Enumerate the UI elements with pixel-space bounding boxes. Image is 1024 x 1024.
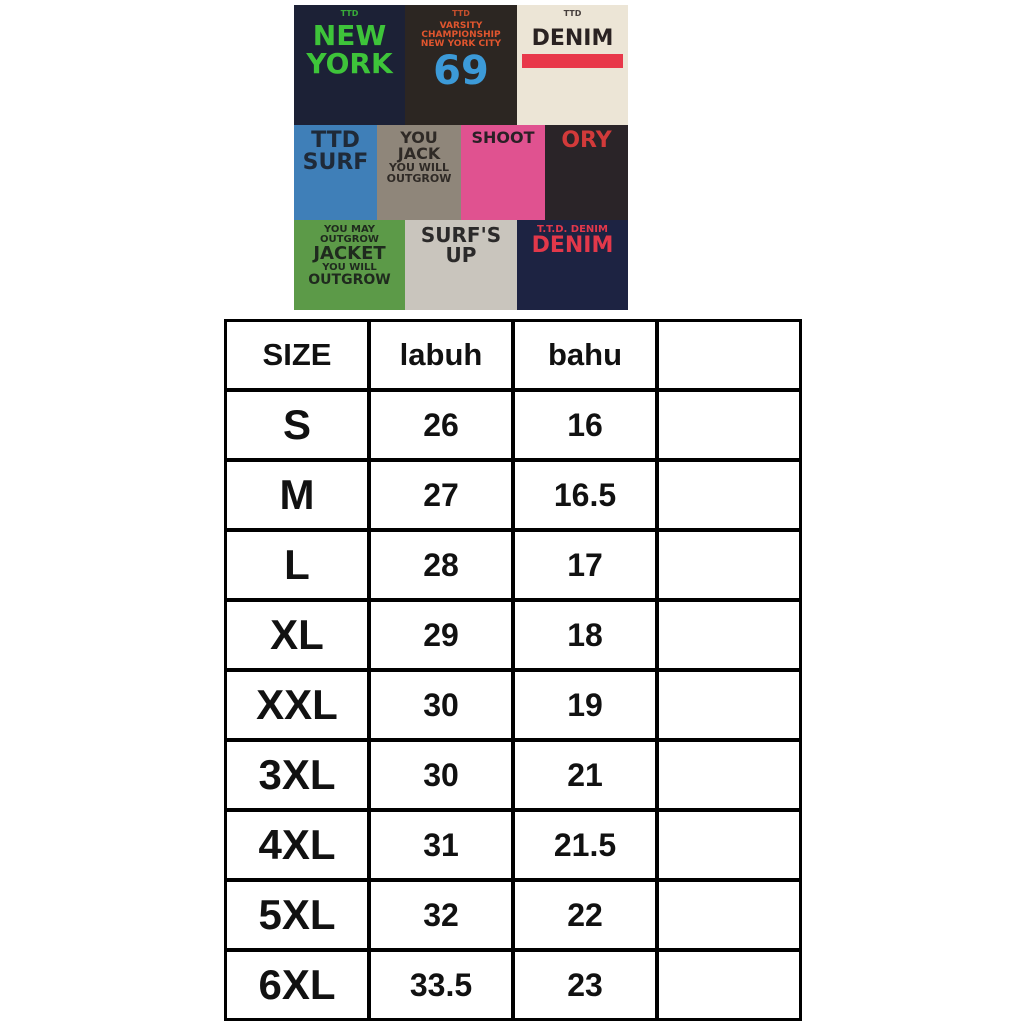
extra-cell xyxy=(658,741,800,809)
shirt-tile xyxy=(461,125,545,220)
bahu-cell: 23 xyxy=(514,951,656,1019)
shirt-tile xyxy=(294,125,377,220)
brand-label: TTD xyxy=(563,9,582,18)
size-cell: 4XL xyxy=(226,811,368,879)
shirt-tile xyxy=(377,125,461,220)
size-cell: 3XL xyxy=(226,741,368,809)
shirt-print-text: SURF'S xyxy=(420,223,502,247)
extra-cell xyxy=(658,391,800,459)
table-row xyxy=(226,461,800,529)
bahu-cell: 22 xyxy=(514,881,656,949)
bahu-cell: 17 xyxy=(514,531,656,599)
shirt-print-text: NEW YORK CITY xyxy=(420,39,502,49)
table-row xyxy=(226,391,800,459)
shirt-print-text: ORY xyxy=(561,128,612,153)
table-header-row xyxy=(226,321,800,389)
shirt-tile xyxy=(545,125,628,220)
size-cell: XXL xyxy=(226,671,368,739)
extra-cell xyxy=(658,951,800,1019)
shirt-print-text: 69 xyxy=(433,48,489,94)
labuh-cell: 30 xyxy=(370,671,512,739)
shirt-print-text: UP xyxy=(445,243,477,267)
labuh-cell: 32 xyxy=(370,881,512,949)
shirt-print-text: SHOOT xyxy=(471,128,535,147)
shirt-print-text: YOU WILL xyxy=(389,161,449,174)
size-cell: 5XL xyxy=(226,881,368,949)
shirt-tile xyxy=(294,220,405,310)
header-size: SIZE xyxy=(226,321,368,389)
product-photo xyxy=(294,5,628,310)
table-row xyxy=(226,951,800,1019)
shirt-tile xyxy=(405,220,517,310)
shirt-print-text: JACK xyxy=(397,144,441,163)
shirt-print-text: TTD xyxy=(311,128,360,153)
labuh-cell: 29 xyxy=(370,601,512,669)
table-row xyxy=(226,741,800,809)
shirt-print-text: DENIM xyxy=(522,28,623,68)
bahu-cell: 19 xyxy=(514,671,656,739)
shirt-tile xyxy=(517,220,628,310)
labuh-cell: 33.5 xyxy=(370,951,512,1019)
table-row xyxy=(226,881,800,949)
labuh-cell: 27 xyxy=(370,461,512,529)
extra-cell xyxy=(658,461,800,529)
shirt-print-text: T.T.D. DENIM xyxy=(537,224,608,235)
size-cell: XL xyxy=(226,601,368,669)
shirt-print-text: JACKET xyxy=(313,243,386,264)
shirt-print-text: YOU MAY OUTGROW xyxy=(320,224,379,245)
bahu-cell: 16.5 xyxy=(514,461,656,529)
shirt-print-text: YOU WILL xyxy=(322,262,377,273)
labuh-cell: 31 xyxy=(370,811,512,879)
extra-cell xyxy=(658,671,800,739)
brand-label: TTD xyxy=(340,9,359,18)
extra-cell xyxy=(658,811,800,879)
bahu-cell: 18 xyxy=(514,601,656,669)
header-bahu: bahu xyxy=(514,321,656,389)
brand-label: TTD xyxy=(452,9,470,18)
shirt-print-text: YORK xyxy=(306,47,393,80)
labuh-cell: 28 xyxy=(370,531,512,599)
extra-cell xyxy=(658,531,800,599)
bahu-cell: 21.5 xyxy=(514,811,656,879)
table-row xyxy=(226,531,800,599)
size-cell: M xyxy=(226,461,368,529)
shirt-print-text: YOU xyxy=(400,128,438,147)
extra-cell xyxy=(658,881,800,949)
bahu-cell: 16 xyxy=(514,391,656,459)
shirt-tile xyxy=(405,5,517,125)
shirt-print-text: OUTGROW xyxy=(308,272,391,288)
shirt-print-text: OUTGROW xyxy=(386,172,452,185)
bahu-cell: 21 xyxy=(514,741,656,809)
shirt-print-text: NEW xyxy=(312,19,387,52)
table-row xyxy=(226,671,800,739)
shirt-tile xyxy=(517,5,628,125)
header-empty xyxy=(658,321,800,389)
shirt-print-text: SURF xyxy=(302,150,369,175)
extra-cell xyxy=(658,601,800,669)
table-row xyxy=(226,811,800,879)
shirt-print-text: DENIM xyxy=(531,233,614,258)
labuh-cell: 30 xyxy=(370,741,512,809)
size-chart-table xyxy=(224,319,802,1021)
size-cell: S xyxy=(226,391,368,459)
labuh-cell: 26 xyxy=(370,391,512,459)
header-labuh: labuh xyxy=(370,321,512,389)
size-cell: 6XL xyxy=(226,951,368,1019)
shirt-tile xyxy=(294,5,405,125)
shirt-print-text: VARSITY CHAMPIONSHIP xyxy=(421,21,501,40)
table-row xyxy=(226,601,800,669)
size-cell: L xyxy=(226,531,368,599)
